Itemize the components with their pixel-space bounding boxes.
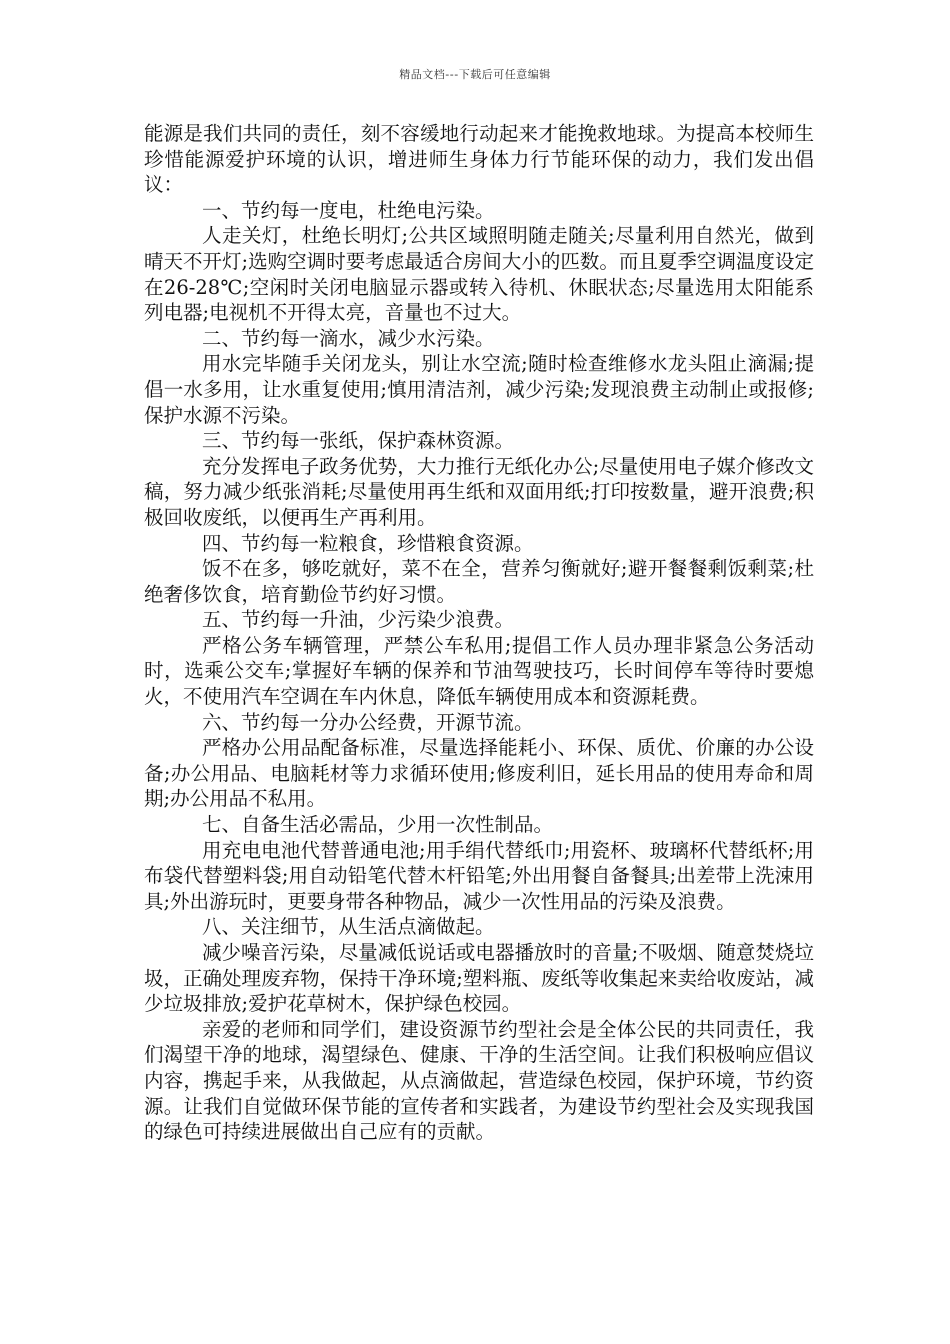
body-paragraph: 二、节约每一滴水，减少水污染。 xyxy=(202,326,495,350)
body-paragraph: 亲爱的老师和同学们，建设资源节约型社会是全体公民的共同责任，我们渴望干净的地球，渴望绿色、健康、干净的生活空间。让我们积极响应倡议内容，携起手来，从我做起，从点滴做起，营造绿色校园，保护环境，节约资源。让我们自觉做环保节能的宣传者和实践者，为建设节约型社会及实现我国的绿色可持续进展做出自己应有的贡献。 xyxy=(144,1017,814,1144)
intro-paragraph: 能源是我们共同的责任，刻不容缓地行动起来才能挽救地球。为提高本校师生珍惜能源爱护环境的认识，增进师生身体力行节能环保的动力，我们发出倡议： xyxy=(144,122,814,197)
body-paragraph: 用充电电池代替普通电池;用手绢代替纸巾;用瓷杯、玻璃杯代替纸杯;用布袋代替塑料袋;用自动铅笔代替木杆铅笔;外出用餐自备餐具;出差带上洗涑用具;外出游玩时，更要身带各种物品，减少一次性用品的污染及浪费。 xyxy=(144,838,814,913)
body-paragraph: 严格办公用品配备标准，尽量选择能耗小、环保、质优、价廉的办公设备;办公用品、电脑耗材等力求循环使用;修废利旧，延长用品的使用寿命和周期;办公用品不私用。 xyxy=(144,736,814,811)
body-paragraph: 八、关注细节，从生活点滴做起。 xyxy=(202,915,495,939)
document-body xyxy=(144,121,814,1145)
body-paragraph: 减少噪音污染，尽量减低说话或电器播放时的音量;不吸烟、随意焚烧垃圾，正确处理废弃物，保持干净环境;塑料瓶、废纸等收集起来卖给收废站，减少垃圾排放;爱护花草树木，保护绿色校园。 xyxy=(144,941,814,1016)
body-paragraph: 三、节约每一张纸，保护森林资源。 xyxy=(202,429,515,453)
body-paragraph: 五、节约每一升油，少污染少浪费。 xyxy=(202,608,515,632)
body-paragraph: 严格公务车辆管理，严禁公车私用;提倡工作人员办理非紧急公务活动时，选乘公交车;掌握好车辆的保养和节油驾驶技巧，长时间停车等待时要熄火，不使用汽车空调在车内休息，降低车辆使用成本和资源耗费。 xyxy=(144,633,814,709)
body-paragraph: 七、自备生活必需品，少用一次性制品。 xyxy=(202,813,554,837)
body-paragraph: 四、节约每一粒粮食，珍惜粮食资源。 xyxy=(202,531,534,555)
body-paragraph: 用水完毕随手关闭龙头，别让水空流;随时检查维修水龙头阻止滴漏;提倡一水多用，让水重复使用;慎用清洁剂，减少污染;发现浪费主动制止或报修;保护水源不污染。 xyxy=(144,352,814,427)
body-paragraph: 充分发挥电子政务优势，大力推行无纸化办公;尽量使用电子媒介修改文稿，努力减少纸张消耗;尽量使用再生纸和双面用纸;打印按数量，避开浪费;积极回收废纸，以便再生产再利用。 xyxy=(144,454,814,529)
page-header: 精品文档---下载后可任意编辑 xyxy=(399,68,551,81)
body-paragraph: 六、节约每一分办公经费，开源节流。 xyxy=(202,710,534,734)
body-paragraph: 人走关灯，杜绝长明灯;公共区域照明随走随关;尽量利用自然光，做到晴天不开灯;选购空调时要考虑最适合房间大小的匹数。而且夏季空调温度设定在26-28℃;空闲时关闭电脑显示器或转入待机、休眠状态;尽量选用太阳能系列电器;电视机不开得太亮，音量也不过大。 xyxy=(144,224,814,325)
body-paragraph: 饭不在多，够吃就好，菜不在全，营养匀衡就好;避开餐餐剩饭剩菜;杜绝奢侈饮食，培育勤俭节约好习惯。 xyxy=(144,557,814,606)
body-paragraph: 一、节约每一度电，杜绝电污染。 xyxy=(202,198,495,222)
